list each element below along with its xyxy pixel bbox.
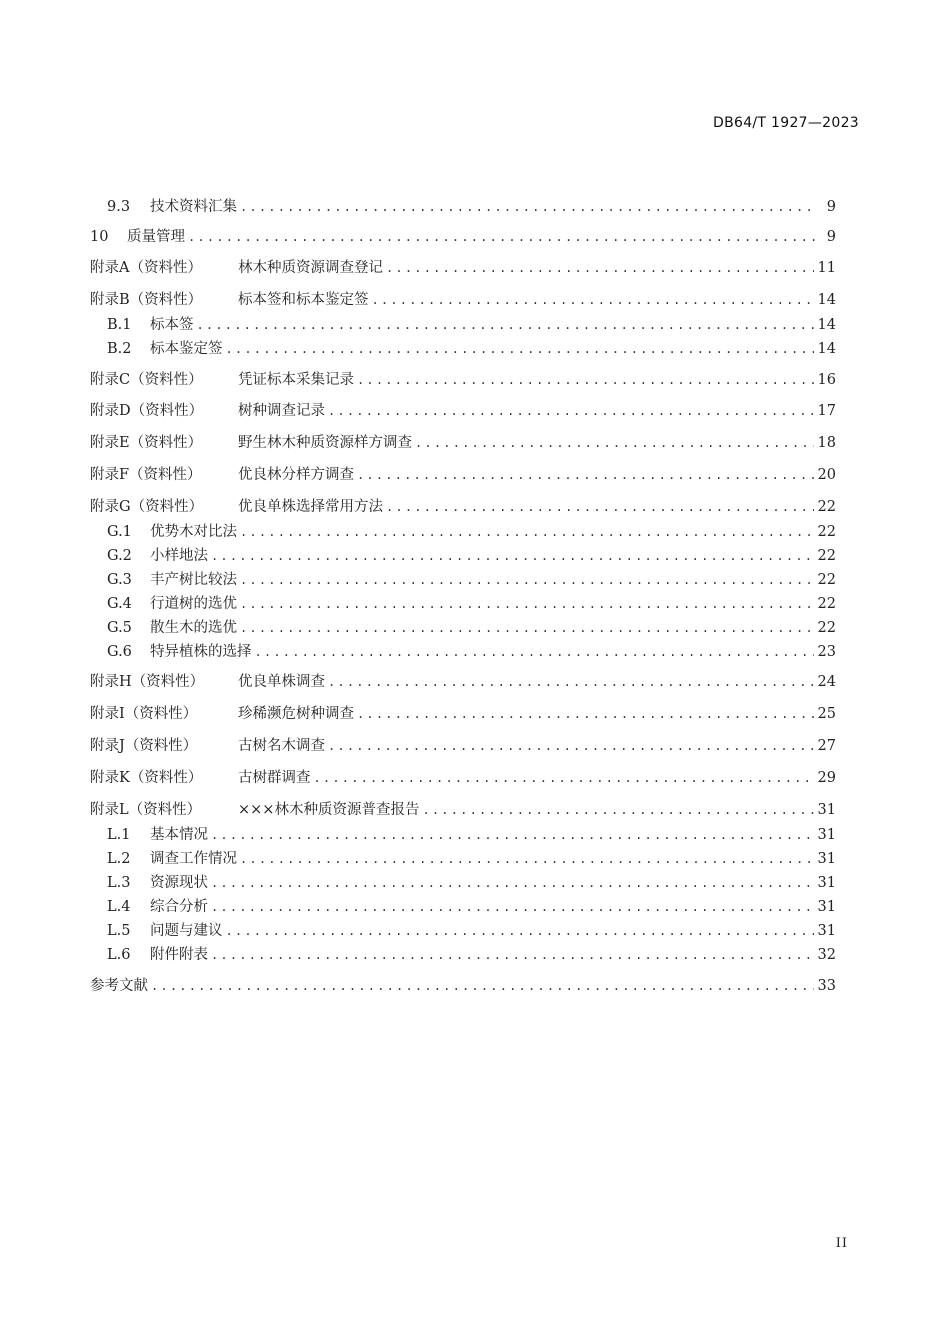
toc-entry-page: 22 [817,596,836,612]
toc-entry-title: 标本签 [150,317,194,333]
dot-leader [211,944,814,966]
toc-entry-page: 17 [817,403,836,419]
toc-entry-page: 25 [817,706,836,722]
dot-leader [240,593,814,615]
appendix-label: 附录L（资料性） [90,802,202,818]
toc-entry-appendix-b[interactable] [90,289,836,311]
toc-entry-page: 31 [817,923,836,939]
toc-entry-page: 22 [817,620,836,636]
toc-entry-number: G.1 [107,524,132,540]
dot-leader [240,569,814,591]
toc-entry-title: 特异植株的选择 [150,644,252,660]
toc-entry-number: L.1 [107,827,131,843]
toc-entry-page: 29 [817,770,836,786]
toc-entry-title: 问题与建议 [150,923,223,939]
toc-entry-title: 综合分析 [150,899,208,915]
dot-leader [386,496,814,518]
toc-entry-number: 9.3 [107,199,131,215]
toc-entry-page: 32 [817,947,836,963]
dot-leader [372,289,814,311]
toc-entry-title: 调查工作情况 [150,851,237,867]
dot-leader [226,338,814,360]
appendix-label: 附录H（资料性） [90,674,205,690]
toc-entry-title: ×××林木种质资源普查报告 [238,802,420,818]
appendix-label: 附录E（资料性） [90,435,203,451]
toc-entry-appendix-e[interactable] [90,432,836,454]
toc-entry-l-1[interactable] [107,824,836,846]
toc-entry-number: G.5 [107,620,132,636]
toc-entry-number: 10 [90,229,109,245]
dot-leader [226,920,814,942]
dot-leader [255,641,814,663]
toc-entry-page: 31 [817,827,836,843]
toc-entry-10[interactable] [90,226,836,248]
appendix-label: 附录I（资料性） [90,706,198,722]
dot-leader [386,257,814,279]
toc-entry-number: G.4 [107,596,132,612]
toc-entry-appendix-g[interactable] [90,496,836,518]
toc-entry-l-2[interactable] [107,848,836,870]
appendix-label: 附录C（资料性） [90,372,203,388]
appendix-label: 附录A（资料性） [90,260,202,276]
dot-leader [314,767,814,789]
dot-leader [151,975,814,997]
dot-leader [328,735,814,757]
toc-entry-number: L.3 [107,875,131,891]
toc-entry-number: L.6 [107,947,131,963]
toc-entry-9-3[interactable] [107,196,836,218]
toc-entry-title: 资源现状 [150,875,208,891]
toc-entry-page: 20 [817,467,836,483]
dot-leader [211,824,814,846]
toc-entry-l-6[interactable] [107,944,836,966]
toc-entry-page: 23 [817,644,836,660]
toc-entry-number: L.2 [107,851,131,867]
toc-entry-title: 丰产树比较法 [150,572,237,588]
toc-entry-l-3[interactable] [107,872,836,894]
toc-entry-page: 31 [817,802,836,818]
dot-leader [422,799,813,821]
toc-entry-title: 行道树的选优 [150,596,237,612]
appendix-label: 附录F（资料性） [90,467,202,483]
toc-entry-number: G.3 [107,572,132,588]
dot-leader [357,703,814,725]
page-number: II [835,1236,848,1251]
toc-entry-title: 质量管理 [127,229,185,245]
dot-leader [240,848,814,870]
toc-entry-l-5[interactable] [107,920,836,942]
toc-entry-title: 古树名木调查 [238,738,325,754]
toc-entry-page: 14 [817,317,836,333]
dot-leader [240,196,816,218]
toc-entry-title: 野生林木种质资源样方调查 [238,435,412,451]
toc-entry-title: 标本鉴定签 [150,341,223,357]
dot-leader [328,400,814,422]
toc-entry-title: 优良林分样方调查 [238,467,354,483]
dot-leader [211,545,814,567]
document-id: DB64/T 1927—2023 [713,115,859,131]
dot-leader [357,369,814,391]
toc-entry-page: 27 [817,738,836,754]
toc-entry-page: 31 [817,851,836,867]
toc-entry-title: 基本情况 [150,827,208,843]
toc-entry-title: 参考文献 [90,978,148,994]
toc-entry-references[interactable] [90,975,836,997]
toc-entry-title: 标本签和标本鉴定签 [238,292,369,308]
toc-entry-g-3[interactable] [107,569,836,591]
dot-leader [240,521,814,543]
toc-entry-page: 14 [817,292,836,308]
toc-entry-g-1[interactable] [107,521,836,543]
toc-entry-title: 珍稀濒危树种调查 [238,706,354,722]
toc-entry-number: G.6 [107,644,132,660]
toc-entry-number: L.5 [107,923,131,939]
toc-entry-title: 散生木的选优 [150,620,237,636]
toc-entry-title: 小样地法 [150,548,208,564]
toc-entry-page: 9 [826,229,836,245]
toc-entry-l-4[interactable] [107,896,836,918]
dot-leader [415,432,814,454]
toc-entry-page: 16 [817,372,836,388]
toc-entry-page: 22 [817,572,836,588]
dot-leader [211,872,814,894]
toc-entry-g-5[interactable] [107,617,836,639]
dot-leader [211,896,814,918]
appendix-label: 附录B（资料性） [90,292,203,308]
toc-entry-page: 9 [826,199,836,215]
appendix-label: 附录K（资料性） [90,770,203,786]
toc-entry-appendix-c[interactable] [90,369,836,391]
toc-entry-number: B.1 [107,317,132,333]
toc-entry-appendix-k[interactable] [90,767,836,789]
appendix-label: 附录G（资料性） [90,499,204,515]
toc-entry-title: 林木种质资源调查登记 [238,260,383,276]
toc-entry-page: 14 [817,341,836,357]
toc-entry-page: 22 [817,499,836,515]
toc-entry-appendix-d[interactable] [90,400,836,422]
toc-entry-page: 18 [817,435,836,451]
toc-entry-b-1[interactable] [107,314,836,336]
toc-entry-g-6[interactable] [107,641,836,663]
toc-entry-g-4[interactable] [107,593,836,615]
toc-entry-page: 31 [817,899,836,915]
toc-entry-page: 31 [817,875,836,891]
appendix-label: 附录D（资料性） [90,403,204,419]
dot-leader [357,464,814,486]
toc-entry-appendix-j[interactable] [90,735,836,757]
dot-leader [188,226,816,248]
toc-entry-page: 22 [817,548,836,564]
toc-entry-title: 附件附表 [150,947,208,963]
toc-entry-title: 古树群调查 [238,770,311,786]
toc-entry-title: 优势木对比法 [150,524,237,540]
toc-entry-appendix-l[interactable] [90,799,836,821]
toc-entry-page: 11 [817,260,836,276]
toc-entry-g-2[interactable] [107,545,836,567]
toc-entry-title: 树种调查记录 [238,403,325,419]
toc-entry-page: 33 [817,978,836,994]
toc-entry-title: 技术资料汇集 [150,199,237,215]
toc-entry-title: 优良单株调查 [238,674,325,690]
toc-entry-number: B.2 [107,341,132,357]
toc-entry-page: 24 [817,674,836,690]
toc-entry-title: 优良单株选择常用方法 [238,499,383,515]
dot-leader [328,671,814,693]
toc-entry-appendix-h[interactable] [90,671,836,693]
toc-entry-title: 凭证标本采集记录 [238,372,354,388]
toc-entry-appendix-f[interactable] [90,464,836,486]
appendix-label: 附录J（资料性） [90,738,198,754]
dot-leader [240,617,814,639]
toc-entry-number: L.4 [107,899,131,915]
dot-leader [197,314,814,336]
toc-entry-appendix-i[interactable] [90,703,836,725]
toc-entry-number: G.2 [107,548,132,564]
toc-entry-appendix-a[interactable] [90,257,836,279]
toc-entry-b-2[interactable] [107,338,836,360]
toc-entry-page: 22 [817,524,836,540]
